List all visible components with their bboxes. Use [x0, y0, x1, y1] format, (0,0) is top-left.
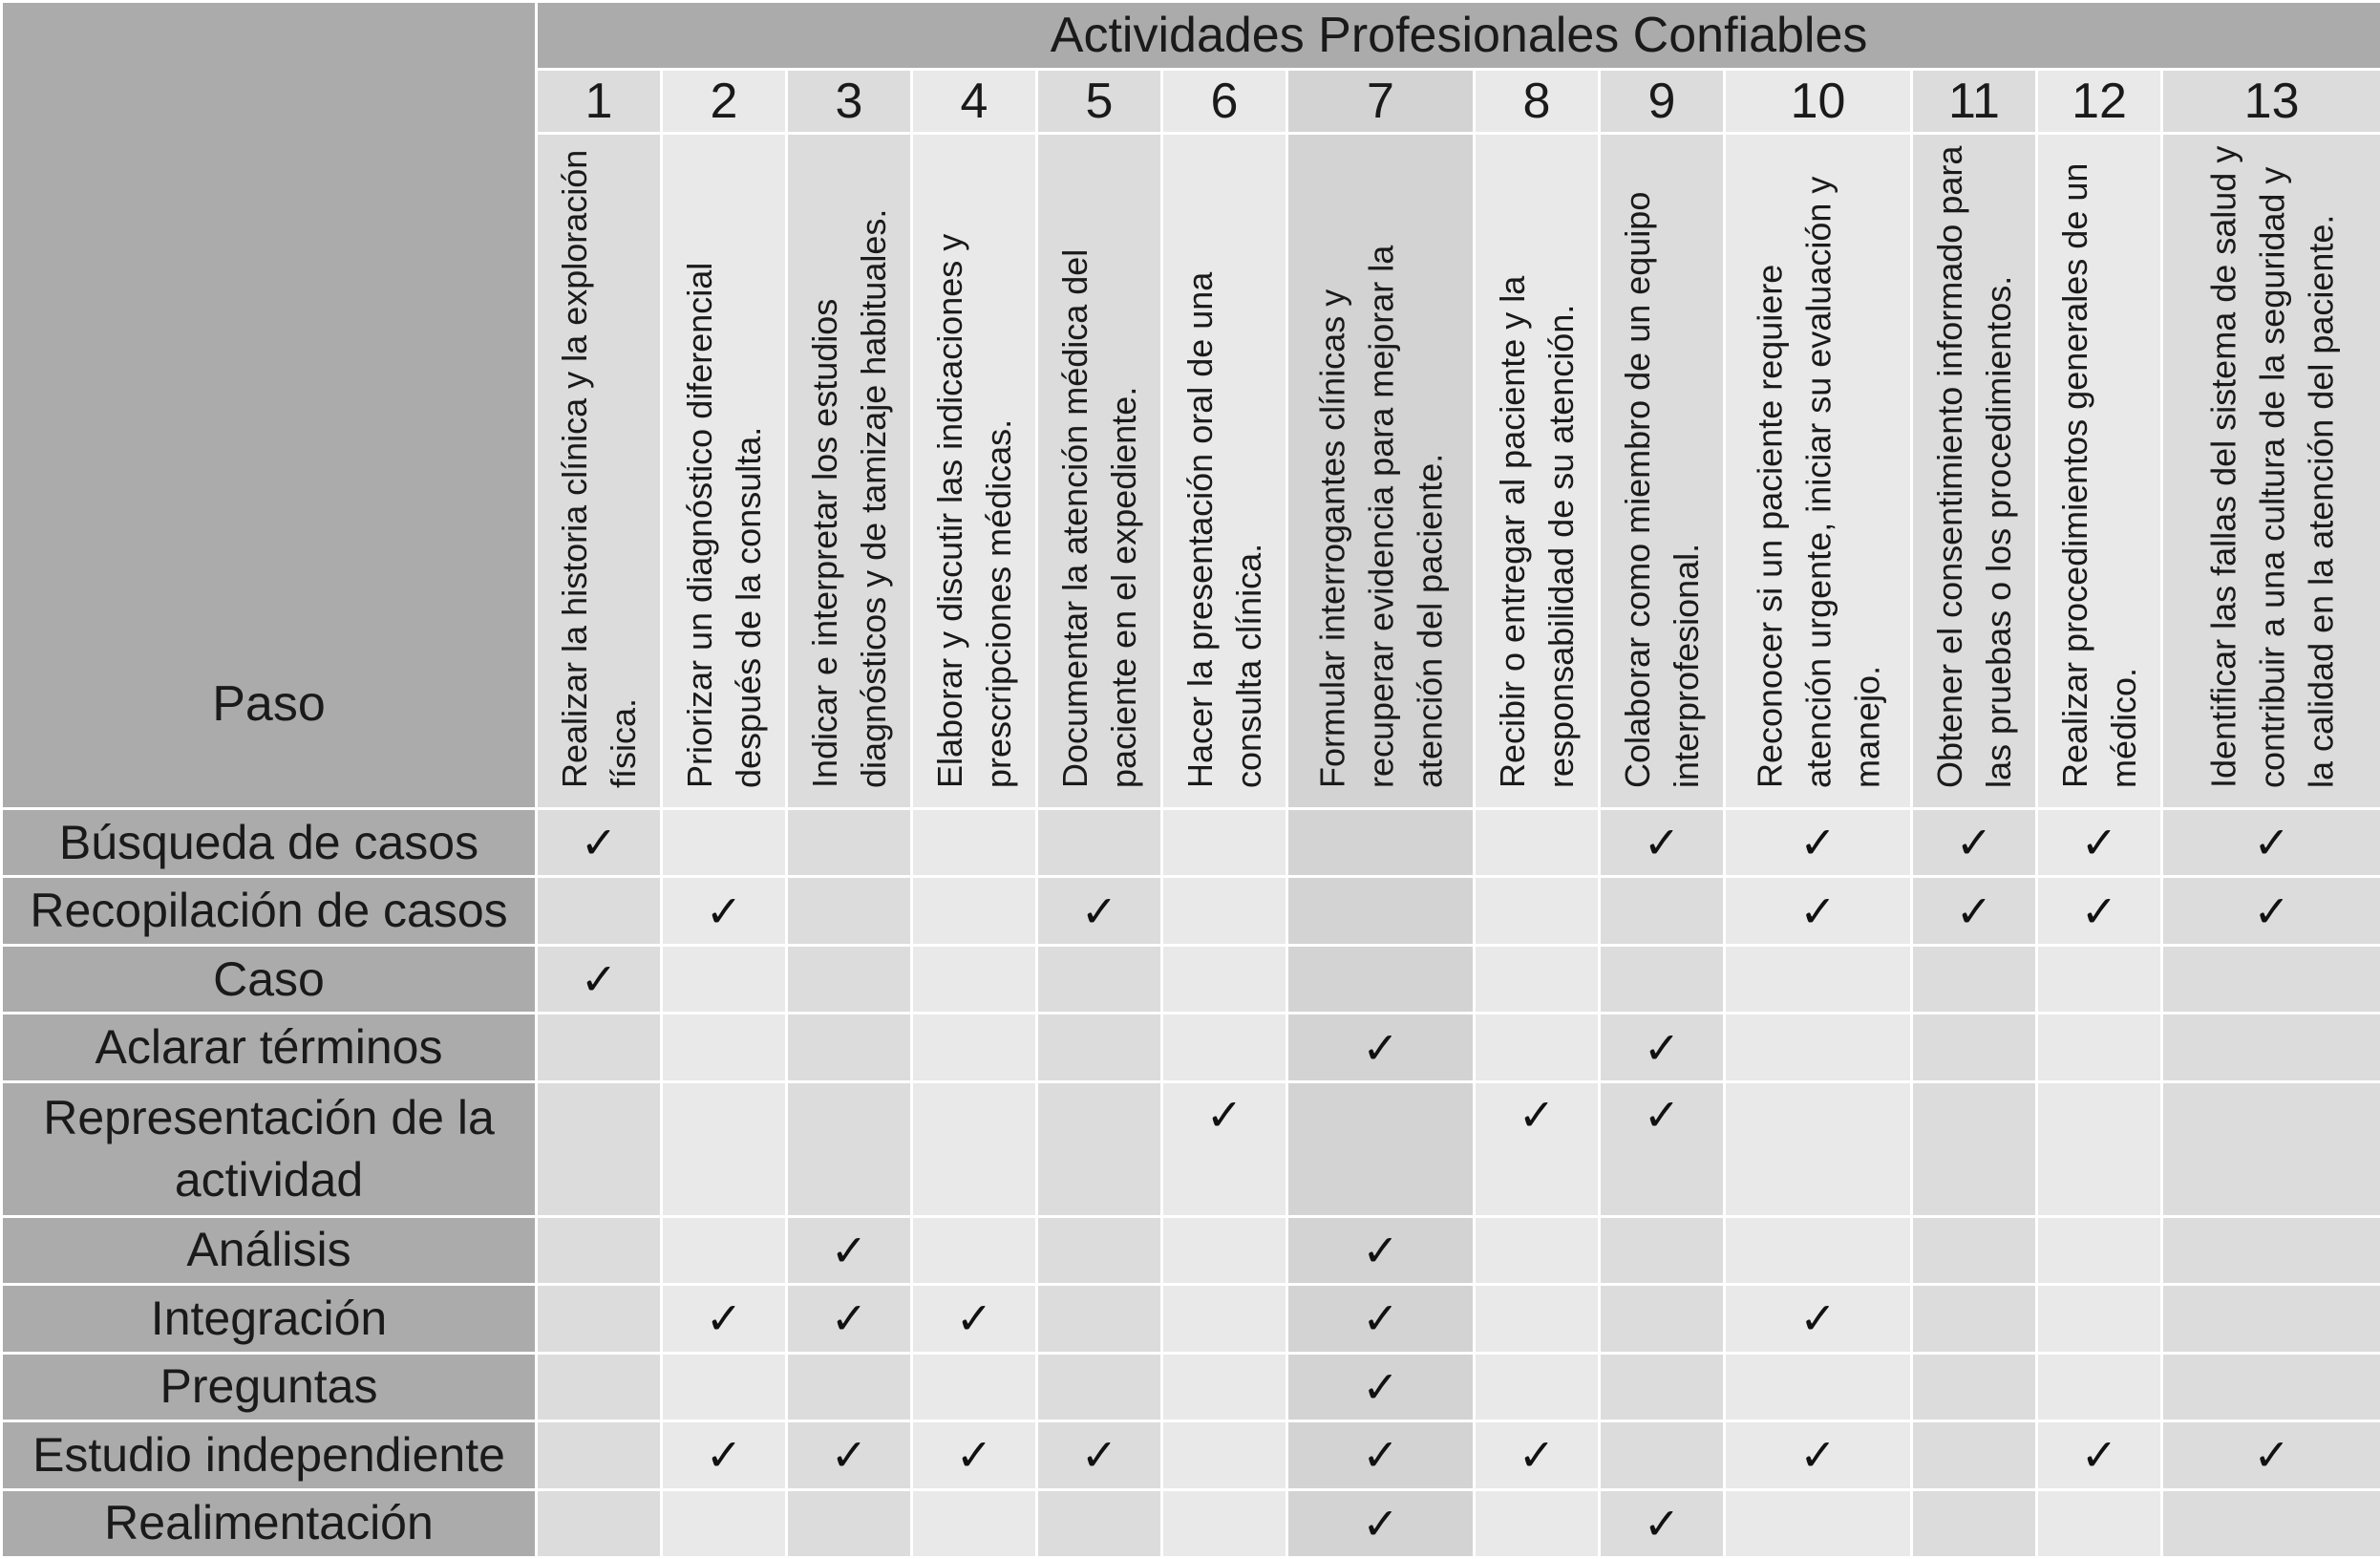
matrix-cell	[912, 1489, 1037, 1558]
matrix-cell	[2162, 1285, 2380, 1353]
epa-number-3: 3	[787, 70, 912, 134]
matrix-cell	[787, 1421, 912, 1489]
matrix-cell	[912, 1285, 1037, 1353]
matrix-cell	[1912, 1285, 2037, 1353]
epa-description-1: Realizar la historia clínica y la exploración física.	[554, 149, 643, 788]
table-title: Actividades Profesionales Confiables	[537, 2, 2380, 70]
check-mark-icon: ✓	[705, 885, 743, 937]
step-label: Búsqueda de casos	[2, 809, 537, 877]
epa-description-7: Formular interrogantes clínicas y recuperar evidencia para mejorar la atención del paciente.	[1311, 245, 1450, 788]
matrix-cell	[1912, 1014, 2037, 1081]
step-label: Caso	[2, 945, 537, 1013]
matrix-cell	[912, 809, 1037, 877]
matrix-cell	[1037, 809, 1162, 877]
epa-number-13: 13	[2162, 70, 2380, 134]
matrix-cell	[1912, 877, 2037, 945]
matrix-cell	[787, 1489, 912, 1558]
matrix-cell	[1725, 1216, 1912, 1284]
check-mark-icon: ✓	[1080, 1429, 1118, 1482]
matrix-cell	[2162, 1421, 2380, 1489]
check-mark-icon: ✓	[1799, 1429, 1837, 1482]
matrix-cell	[2037, 1216, 2162, 1284]
epa-description-3: Indicar e interpretar los estudios diagnósticos y de tamizaje habituales.	[804, 208, 893, 788]
matrix-cell	[1475, 1216, 1600, 1284]
matrix-cell	[787, 1081, 912, 1216]
check-mark-icon: ✓	[1518, 1429, 1556, 1482]
table-row	[2, 1014, 2380, 1081]
step-label: Integración	[2, 1285, 537, 1353]
check-mark-icon: ✓	[1799, 1292, 1837, 1345]
paso-header: Paso	[2, 2, 537, 809]
epa-description-2: Priorizar un diagnóstico diferencial después de la consulta.	[679, 262, 768, 788]
matrix-cell	[1037, 1285, 1162, 1353]
epa-number-6: 6	[1162, 70, 1287, 134]
matrix-cell	[2162, 945, 2380, 1013]
check-mark-icon: ✓	[1205, 1088, 1243, 1141]
matrix-cell	[2037, 809, 2162, 877]
matrix-cell	[1912, 945, 2037, 1013]
epa-number-5: 5	[1037, 70, 1162, 134]
matrix-cell	[1600, 1216, 1725, 1284]
epa-number-4: 4	[912, 70, 1037, 134]
matrix-cell	[1912, 1081, 2037, 1216]
matrix-cell	[1162, 1014, 1287, 1081]
matrix-cell	[1912, 1353, 2037, 1420]
matrix-cell	[1162, 1216, 1287, 1284]
epa-description-9: Colaborar como miembro de un equipo interprofesional.	[1617, 191, 1706, 788]
matrix-cell	[537, 1353, 662, 1420]
matrix-cell	[662, 1014, 787, 1081]
check-mark-icon: ✓	[1643, 817, 1681, 869]
matrix-cell	[1600, 1421, 1725, 1489]
matrix-cell	[1287, 1216, 1475, 1284]
matrix-cell	[1475, 945, 1600, 1013]
matrix-cell	[2037, 1489, 2162, 1558]
epa-number-2: 2	[662, 70, 787, 134]
check-mark-icon: ✓	[2253, 885, 2290, 937]
matrix-cell	[1287, 1014, 1475, 1081]
matrix-cell	[1725, 1014, 1912, 1081]
matrix-cell	[2162, 809, 2380, 877]
matrix-cell	[787, 945, 912, 1013]
matrix-cell	[1162, 1353, 1287, 1420]
epa-description-10: Reconocer si un paciente requiere atención urgente, iniciar su evaluación y manejo.	[1749, 176, 1887, 788]
matrix-cell	[2162, 1014, 2380, 1081]
title-row	[2, 2, 2380, 70]
step-label: Preguntas	[2, 1353, 537, 1420]
matrix-cell	[1037, 1489, 1162, 1558]
matrix-cell	[1600, 1353, 1725, 1420]
matrix-cell	[1287, 1489, 1475, 1558]
check-mark-icon: ✓	[1362, 1224, 1399, 1276]
epa-description-cell-3	[787, 134, 912, 809]
matrix-cell	[1287, 945, 1475, 1013]
check-mark-icon: ✓	[1643, 1497, 1681, 1549]
matrix-cell	[1600, 1489, 1725, 1558]
matrix-cell	[1287, 1421, 1475, 1489]
matrix-cell	[537, 1081, 662, 1216]
check-mark-icon: ✓	[580, 953, 618, 1006]
matrix-cell	[537, 945, 662, 1013]
check-mark-icon: ✓	[830, 1224, 868, 1276]
matrix-cell	[1287, 877, 1475, 945]
check-mark-icon: ✓	[830, 1292, 868, 1345]
matrix-cell	[1725, 1081, 1912, 1216]
matrix-cell	[1725, 809, 1912, 877]
matrix-cell	[912, 1421, 1037, 1489]
matrix-cell	[1162, 877, 1287, 945]
matrix-cell	[1162, 809, 1287, 877]
check-mark-icon: ✓	[1955, 885, 1993, 937]
matrix-cell	[1600, 1285, 1725, 1353]
epa-description-cell-10	[1725, 134, 1912, 809]
check-mark-icon: ✓	[2080, 817, 2118, 869]
matrix-cell	[1037, 945, 1162, 1013]
matrix-cell	[1475, 1489, 1600, 1558]
matrix-cell	[1162, 1081, 1287, 1216]
epa-description-12: Realizar procedimientos generales de un médico.	[2054, 162, 2143, 788]
matrix-cell	[1725, 1353, 1912, 1420]
check-mark-icon: ✓	[955, 1292, 993, 1345]
matrix-cell	[1600, 945, 1725, 1013]
step-label: Análisis	[2, 1216, 537, 1284]
step-label: Realimentación	[2, 1489, 537, 1558]
epa-number-10: 10	[1725, 70, 1912, 134]
check-mark-icon: ✓	[2080, 885, 2118, 937]
matrix-cell	[787, 1285, 912, 1353]
matrix-cell	[1725, 1285, 1912, 1353]
matrix-cell	[662, 1353, 787, 1420]
check-mark-icon: ✓	[705, 1292, 743, 1345]
epa-description-11: Obtener el consentimiento informado para las pruebas o los procedimientos.	[1929, 145, 2018, 788]
check-mark-icon: ✓	[1955, 817, 1993, 869]
step-label: Representación de la actividad	[2, 1081, 537, 1216]
matrix-cell	[1475, 877, 1600, 945]
epa-description-cell-7	[1287, 134, 1475, 809]
matrix-cell	[787, 877, 912, 945]
steps-body	[2, 809, 2380, 1558]
table-row	[2, 1216, 2380, 1284]
epa-number-12: 12	[2037, 70, 2162, 134]
matrix-cell	[1037, 1014, 1162, 1081]
matrix-cell	[1912, 1421, 2037, 1489]
matrix-cell	[912, 1353, 1037, 1420]
epa-description-13: Identificar las fallas del sistema de salud y contribuir a una cultura de la seguridad y la calidad en la atención del paciente.	[2202, 145, 2341, 788]
step-label: Recopilación de casos	[2, 877, 537, 945]
matrix-cell	[1037, 1421, 1162, 1489]
check-mark-icon: ✓	[2253, 1429, 2290, 1482]
matrix-cell	[662, 1081, 787, 1216]
matrix-cell	[1162, 1489, 1287, 1558]
matrix-cell	[1725, 945, 1912, 1013]
matrix-cell	[912, 1081, 1037, 1216]
table-row	[2, 1081, 2380, 1216]
matrix-cell	[1600, 1081, 1725, 1216]
epa-number-11: 11	[1912, 70, 2037, 134]
matrix-cell	[787, 1216, 912, 1284]
matrix-cell	[1287, 1081, 1475, 1216]
matrix-cell	[1287, 1353, 1475, 1420]
matrix-cell	[1037, 1081, 1162, 1216]
epa-description-4: Elaborar y discutir las indicaciones y prescripciones médicas.	[929, 233, 1018, 788]
matrix-cell	[662, 1421, 787, 1489]
matrix-cell	[1912, 809, 2037, 877]
epa-number-8: 8	[1475, 70, 1600, 134]
matrix-cell	[2037, 1014, 2162, 1081]
epa-description-cell-2	[662, 134, 787, 809]
matrix-cell	[2037, 1421, 2162, 1489]
matrix-cell	[537, 877, 662, 945]
table-row	[2, 809, 2380, 877]
check-mark-icon: ✓	[1362, 1021, 1399, 1074]
matrix-cell	[2162, 1489, 2380, 1558]
epa-description-cell-5	[1037, 134, 1162, 809]
matrix-cell	[1037, 877, 1162, 945]
matrix-cell	[912, 1014, 1037, 1081]
epa-description-6: Hacer la presentación oral de una consulta clínica.	[1179, 271, 1268, 788]
matrix-cell	[1475, 1285, 1600, 1353]
epa-description-cell-8	[1475, 134, 1600, 809]
matrix-cell	[912, 877, 1037, 945]
matrix-cell	[1287, 1285, 1475, 1353]
matrix-cell	[1600, 809, 1725, 877]
matrix-cell	[1162, 945, 1287, 1013]
epa-number-1: 1	[537, 70, 662, 134]
check-mark-icon: ✓	[1080, 885, 1118, 937]
matrix-cell	[1037, 1353, 1162, 1420]
matrix-cell	[537, 1421, 662, 1489]
epa-description-cell-12	[2037, 134, 2162, 809]
matrix-cell	[2162, 877, 2380, 945]
matrix-cell	[1475, 1421, 1600, 1489]
check-mark-icon: ✓	[1643, 1021, 1681, 1074]
table-row	[2, 1353, 2380, 1420]
matrix-cell	[2162, 1081, 2380, 1216]
matrix-cell	[1725, 1489, 1912, 1558]
matrix-cell	[2162, 1353, 2380, 1420]
matrix-cell	[1037, 1216, 1162, 1284]
check-mark-icon: ✓	[705, 1429, 743, 1482]
epa-description-cell-11	[1912, 134, 2037, 809]
check-mark-icon: ✓	[1362, 1497, 1399, 1549]
matrix-cell	[662, 1216, 787, 1284]
matrix-cell	[537, 1285, 662, 1353]
matrix-cell	[1600, 1014, 1725, 1081]
matrix-cell	[537, 1014, 662, 1081]
epa-description-5: Documentar la atención médica del paciente en el expediente.	[1054, 248, 1143, 788]
matrix-cell	[537, 809, 662, 877]
check-mark-icon: ✓	[2253, 817, 2290, 869]
epa-description-cell-6	[1162, 134, 1287, 809]
matrix-cell	[662, 809, 787, 877]
matrix-cell	[662, 1285, 787, 1353]
matrix-cell	[787, 1353, 912, 1420]
matrix-cell	[1725, 1421, 1912, 1489]
matrix-cell	[1912, 1216, 2037, 1284]
matrix-cell	[2037, 1285, 2162, 1353]
matrix-cell	[537, 1216, 662, 1284]
matrix-cell	[787, 809, 912, 877]
matrix-cell	[2037, 945, 2162, 1013]
matrix-cell	[1162, 1421, 1287, 1489]
check-mark-icon: ✓	[955, 1429, 993, 1482]
epa-number-7: 7	[1287, 70, 1475, 134]
matrix-cell	[537, 1489, 662, 1558]
matrix-cell	[912, 945, 1037, 1013]
matrix-cell	[1287, 809, 1475, 877]
check-mark-icon: ✓	[1643, 1088, 1681, 1141]
table-row	[2, 945, 2380, 1013]
table-row	[2, 1489, 2380, 1558]
check-mark-icon: ✓	[830, 1429, 868, 1482]
table-row	[2, 1285, 2380, 1353]
matrix-cell	[2037, 1081, 2162, 1216]
check-mark-icon: ✓	[2080, 1429, 2118, 1482]
matrix-cell	[1475, 809, 1600, 877]
check-mark-icon: ✓	[1518, 1088, 1556, 1141]
table-row	[2, 877, 2380, 945]
matrix-cell	[1475, 1081, 1600, 1216]
matrix-cell	[1162, 1285, 1287, 1353]
matrix-cell	[2162, 1216, 2380, 1284]
epa-description-8: Recibir o entregar al paciente y la responsabilidad de su atención.	[1492, 275, 1581, 788]
check-mark-icon: ✓	[1799, 885, 1837, 937]
matrix-cell	[662, 1489, 787, 1558]
matrix-cell	[2037, 1353, 2162, 1420]
epa-number-9: 9	[1600, 70, 1725, 134]
matrix-cell	[2037, 877, 2162, 945]
matrix-cell	[662, 877, 787, 945]
matrix-cell	[1600, 877, 1725, 945]
epa-description-cell-4	[912, 134, 1037, 809]
epa-description-cell-9	[1600, 134, 1725, 809]
epa-description-cell-13	[2162, 134, 2380, 809]
matrix-cell	[787, 1014, 912, 1081]
check-mark-icon: ✓	[1362, 1360, 1399, 1413]
matrix-cell	[1912, 1489, 2037, 1558]
matrix-cell	[662, 945, 787, 1013]
check-mark-icon: ✓	[1362, 1429, 1399, 1482]
table-row	[2, 1421, 2380, 1489]
check-mark-icon: ✓	[580, 817, 618, 869]
matrix-cell	[1475, 1014, 1600, 1081]
matrix-cell	[1725, 877, 1912, 945]
epa-description-cell-1	[537, 134, 662, 809]
matrix-cell	[912, 1216, 1037, 1284]
step-label: Estudio independiente	[2, 1421, 537, 1489]
step-label: Aclarar términos	[2, 1014, 537, 1081]
check-mark-icon: ✓	[1799, 817, 1837, 869]
check-mark-icon: ✓	[1362, 1292, 1399, 1345]
matrix-cell	[1475, 1353, 1600, 1420]
